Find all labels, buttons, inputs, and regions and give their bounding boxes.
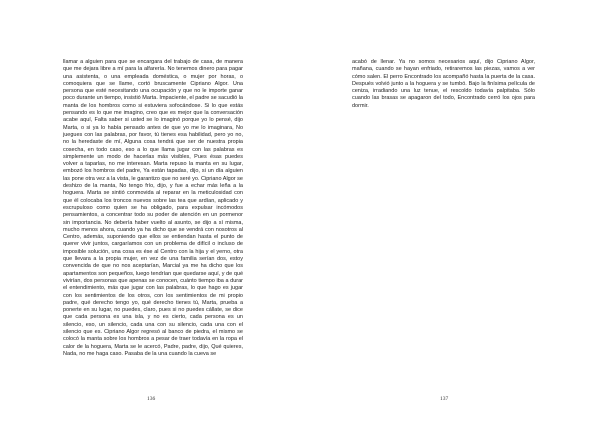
page-number-right: 137	[440, 396, 449, 402]
left-page-paragraph: llamar a alguien para que se encargara del trabajo de casa, de manera que me dejara libre a mí para la alfarería. No tenemos dinero para pagar una asistenta, o una empleada doméstica, o mujer por horas, o comoquiera que se llame, cortó bruscamente Cipriano Algor. Una persona que esté necesitando una ocupación y que no le importe ganar poco durante un tiempo, insistió Marta. Impaciente, el padre se sacudió la manta de los hombros como si estuviera sofocándose. Si lo que estás pensando es lo que me imagino, creo que es mejor que la conversación acabe aquí, Falta saber si usted se lo imaginó porque yo lo pensé, dijo Marta, o si ya lo había pensado antes de que yo me lo imaginara, No juegues con las palabras, por favor, tú tienes esa habilidad, pero yo no, no la heredaste de mí, Alguna cosa tendrá que ser de nuestra propia cosecha, en todo caso, eso a lo que llama jugar con las palabras es simplemente un modo de hacerlas más visibles, Pues ésas puedes volver a taparlas, no me interesan. Marta repuso la manta en su lugar, embozó los hombros del padre, Ya están tapadas, dijo, si un día alguien las pone otra vez a la vista, le garantizo que no seré yo. Cipriano Algor se deshizo de la manta, No tengo frío, dijo, y fue a echar más leña a la hoguera. Marta se sintió conmovida al reparar en la meticulosidad con que él colocaba los troncos nuevos sobre las tea que ardían, aplicado y escrupuloso como quien se ha obligado, para expulsar incómodos pensamientos, a concentrar todo su poder de atención en un pormenor sin importancia. No debería haber vuelto al asunto, se dijo a sí misma, mucho menos ahora, cuando ya ha dicho que se vendrá con nosotros al Centro, además, suponiendo que ellos se entiendan hasta el punto de querer vivir juntos, cargaríamos con un problema de difícil o incluso de imposible solución, una cosa es ése al Centro con la hija y el yerno, otra que llevara a la propia mujer, en vez de una familia serían dos, estoy convencida de que no nos aceptarían, Marcial ya me ha dicho que los apartamentos son pequeños, luego tendrían que quedarse aquí, y de qué vivirían, dos personas que apenas se conocen, cuánto tiempo iba a durar el entendimiento, más que jugar con las palabras, lo que hago es jugar con los sentimientos de los otros, con los sentimientos de mi propio padre, qué derecho tengo yo, qué derecho tienes tú, Marta, prueba a ponerte en su lugar, no puedes, claro, pues si no puedes cállate, se dice que cada persona es una isla, y no es cierto, cada persona es un silencio, eso, un silencio, cada una con su silencio, cada una con el silencio que es. Cipriano Algor regresó al banco de piedra, el mismo se colocó la manta sobre los hombros a pesar de traer todavía en la ropa el calor de la hoguera, Marta se le acercó, Padre, padre, dijo, Qué quieres, Nada, no me haga caso. Pasaba de la una cuando la cueva se	[63, 59, 243, 357]
right-page-paragraph: acabó de llenar. Ya no somos necesarios aquí, dijo Cipriano Algor, mañana, cuando se hayan enfriado, retiraremos las piezas, vamos a ver cómo salen. El perro Encontrado los acompañó hasta la puerta de la casa. Después volvió junto a la hoguera y se tumbó. Bajo la finísima película de ceniza, irradiando una luz tenue, el rescoldo todavía palpitaba. Sólo cuando las brasas se apagaron del todo, Encontrado cerró los ojos para dormir.	[352, 59, 535, 109]
right-page	[300, 0, 600, 424]
right-page-text	[352, 59, 535, 110]
left-page-text	[63, 59, 243, 358]
page-number-left: 136	[147, 396, 156, 402]
